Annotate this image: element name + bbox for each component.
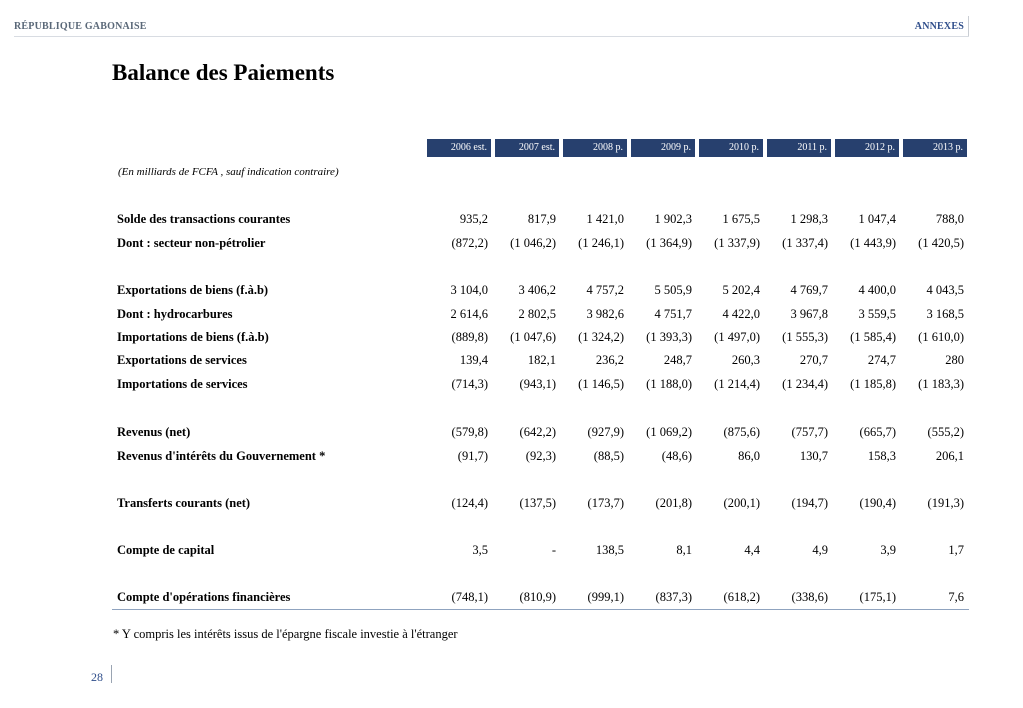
row-value: (579,8) — [451, 425, 488, 439]
row-value: 4 769,7 — [790, 283, 828, 297]
row-value: 1,7 — [948, 543, 964, 557]
table-row — [0, 283, 1023, 299]
row-value: (999,1) — [587, 590, 624, 604]
row-value: 3 406,2 — [518, 283, 556, 297]
row-value: 248,7 — [663, 353, 692, 367]
row-value: 1 298,3 — [790, 212, 828, 226]
row-value: 4 043,5 — [926, 283, 964, 297]
row-label: Revenus d'intérêts du Gouvernement * — [117, 449, 326, 463]
row-label: Importations de services — [117, 377, 248, 391]
row-label: Exportations de services — [117, 353, 247, 367]
row-value: (1 234,4) — [782, 377, 828, 391]
table-bottom-rule — [112, 609, 969, 610]
row-value: 4,9 — [812, 543, 828, 557]
row-value: (1 047,6) — [510, 330, 556, 344]
row-value: 236,2 — [595, 353, 624, 367]
row-value: (1 420,5) — [918, 236, 964, 250]
row-value: (1 146,5) — [578, 377, 624, 391]
row-value: (1 069,2) — [646, 425, 692, 439]
row-value: (48,6) — [661, 449, 692, 463]
row-value: 274,7 — [867, 353, 896, 367]
row-value: 4 751,7 — [654, 307, 692, 321]
row-label: Solde des transactions courantes — [117, 212, 291, 226]
header-divider — [14, 36, 969, 37]
row-value: (889,8) — [451, 330, 488, 344]
row-value: (748,1) — [451, 590, 488, 604]
row-value: (1 337,9) — [714, 236, 760, 250]
row-value: 3 982,6 — [586, 307, 624, 321]
page-title: Balance des Paiements — [112, 60, 335, 85]
table-row — [0, 590, 1023, 606]
row-label: Exportations de biens (f.à.b) — [117, 283, 269, 297]
header-section: ANNEXES — [914, 21, 964, 32]
row-value: (124,4) — [451, 496, 488, 510]
row-value: (190,4) — [859, 496, 896, 510]
row-value: (665,7) — [859, 425, 896, 439]
year-header-cell: 2013 p. — [903, 139, 970, 157]
row-label: Dont : hydrocarbures — [117, 307, 233, 321]
row-value: (1 337,4) — [782, 236, 828, 250]
row-value: (194,7) — [791, 496, 828, 510]
table-row — [0, 353, 1023, 369]
row-value: 3,9 — [880, 543, 896, 557]
year-header-cell: 2006 est. — [427, 139, 494, 157]
row-value: 5 202,4 — [722, 283, 760, 297]
year-header-cell: 2009 p. — [631, 139, 698, 157]
row-value: (810,9) — [519, 590, 556, 604]
row-value: (1 046,2) — [510, 236, 556, 250]
row-value: (642,2) — [519, 425, 556, 439]
row-value: 130,7 — [799, 449, 828, 463]
row-value: 280 — [945, 353, 964, 367]
row-value: 158,3 — [867, 449, 896, 463]
row-value: 182,1 — [527, 353, 556, 367]
table-row — [0, 236, 1023, 252]
row-value: (618,2) — [723, 590, 760, 604]
header-vertical-divider — [968, 16, 969, 36]
row-value: (1 555,3) — [782, 330, 828, 344]
row-value: 3,5 — [472, 543, 488, 557]
row-value: (173,7) — [587, 496, 624, 510]
row-label: Importations de biens (f.à.b) — [117, 330, 269, 344]
table-row — [0, 330, 1023, 346]
row-value: 139,4 — [459, 353, 488, 367]
table-row — [0, 377, 1023, 393]
row-value: 3 168,5 — [926, 307, 964, 321]
row-value: (1 324,2) — [578, 330, 624, 344]
row-value: 3 559,5 — [858, 307, 896, 321]
row-value: 2 614,6 — [450, 307, 488, 321]
row-value: (1 497,0) — [714, 330, 760, 344]
row-value: 817,9 — [527, 212, 556, 226]
row-label: Dont : secteur non-pétrolier — [117, 236, 266, 250]
row-value: 86,0 — [738, 449, 760, 463]
table-row — [0, 307, 1023, 323]
row-value: (201,8) — [655, 496, 692, 510]
row-value: (1 214,4) — [714, 377, 760, 391]
row-label: Revenus (net) — [117, 425, 191, 439]
row-value: 5 505,9 — [654, 283, 692, 297]
row-value: (1 610,0) — [918, 330, 964, 344]
table-units-note: (En milliards de FCFA , sauf indication contraire) — [118, 166, 339, 178]
row-value: 1 902,3 — [654, 212, 692, 226]
row-value: 1 675,5 — [722, 212, 760, 226]
row-value: 4 400,0 — [858, 283, 896, 297]
row-value: (872,2) — [451, 236, 488, 250]
table-row — [0, 543, 1023, 559]
page-number: 28 — [91, 670, 103, 684]
footnote: * Y compris les intérêts issus de l'épargne fiscale investie à l'étranger — [113, 627, 458, 641]
table-row — [0, 425, 1023, 441]
row-value: (757,7) — [791, 425, 828, 439]
row-value: (200,1) — [723, 496, 760, 510]
row-value: 1 421,0 — [586, 212, 624, 226]
row-value: (714,3) — [451, 377, 488, 391]
row-value: (943,1) — [519, 377, 556, 391]
row-value: (1 585,4) — [850, 330, 896, 344]
row-value: 3 104,0 — [450, 283, 488, 297]
row-value: (875,6) — [723, 425, 760, 439]
year-header-cell: 2012 p. — [835, 139, 902, 157]
row-value: (1 246,1) — [578, 236, 624, 250]
row-value: (1 188,0) — [646, 377, 692, 391]
table-row — [0, 496, 1023, 512]
year-header-cell: 2010 p. — [699, 139, 766, 157]
row-value: (338,6) — [791, 590, 828, 604]
row-value: 8,1 — [676, 543, 692, 557]
row-value: 788,0 — [935, 212, 964, 226]
row-label: Compte de capital — [117, 543, 215, 557]
row-value: 935,2 — [459, 212, 488, 226]
row-value: (191,3) — [927, 496, 964, 510]
row-value: (927,9) — [587, 425, 624, 439]
year-header-cell: 2008 p. — [563, 139, 630, 157]
row-value: 7,6 — [948, 590, 964, 604]
row-label: Transferts courants (net) — [117, 496, 251, 510]
row-value: (1 183,3) — [918, 377, 964, 391]
row-value: - — [551, 543, 556, 557]
year-header-cell: 2011 p. — [767, 139, 834, 157]
row-value: (88,5) — [593, 449, 624, 463]
row-value: 206,1 — [935, 449, 964, 463]
year-header-cell: 2007 est. — [495, 139, 562, 157]
row-value: 3 967,8 — [790, 307, 828, 321]
table-row — [0, 212, 1023, 228]
row-value: (837,3) — [655, 590, 692, 604]
row-value: 260,3 — [731, 353, 760, 367]
row-value: (1 364,9) — [646, 236, 692, 250]
row-value: (555,2) — [927, 425, 964, 439]
row-value: 4 422,0 — [722, 307, 760, 321]
row-value: 4 757,2 — [586, 283, 624, 297]
row-value: 270,7 — [799, 353, 828, 367]
row-value: 138,5 — [595, 543, 624, 557]
row-value: (175,1) — [859, 590, 896, 604]
row-value: (1 185,8) — [850, 377, 896, 391]
row-value: (1 393,3) — [646, 330, 692, 344]
row-value: (92,3) — [525, 449, 556, 463]
row-value: 2 802,5 — [518, 307, 556, 321]
table-row — [0, 449, 1023, 465]
page-number-divider — [111, 665, 112, 683]
row-value: (137,5) — [519, 496, 556, 510]
row-label: Compte d'opérations financières — [117, 590, 291, 604]
row-value: 1 047,4 — [858, 212, 896, 226]
row-value: (91,7) — [457, 449, 488, 463]
header-country: RÉPUBLIQUE GABONAISE — [14, 21, 147, 32]
row-value: (1 443,9) — [850, 236, 896, 250]
row-value: 4,4 — [744, 543, 760, 557]
